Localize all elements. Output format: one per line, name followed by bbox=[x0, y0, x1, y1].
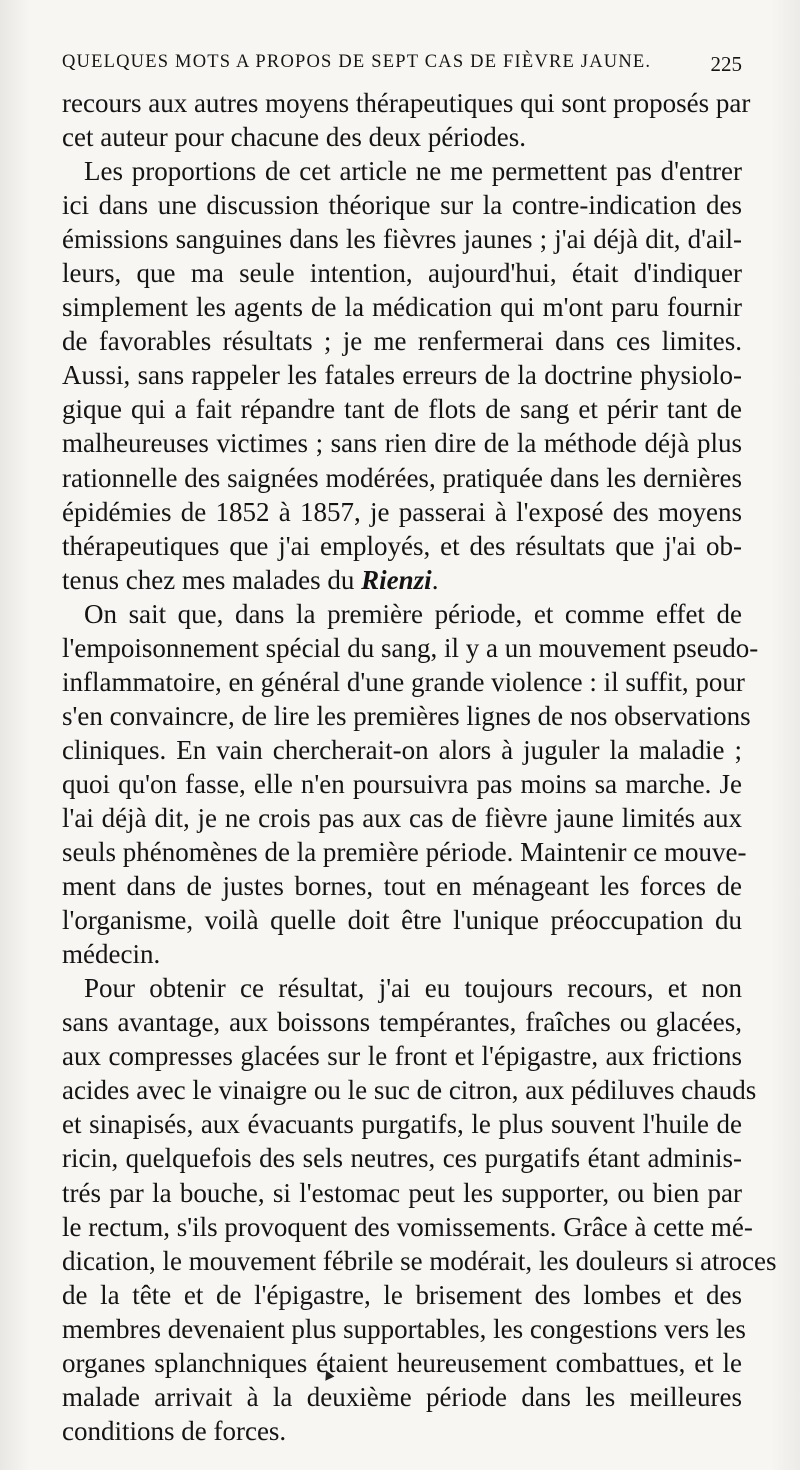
text-line: malade arrivait à la deuxième période dans les meilleures bbox=[62, 1381, 742, 1412]
text-line: On sait que, dans la première période, et comme effet de bbox=[84, 598, 742, 629]
text-line: inflammatoire, en général d'une grande violence : il suffit, pour bbox=[62, 666, 745, 697]
text-line: gique qui a fait répandre tant de flots de sang et périr tant de bbox=[62, 394, 742, 425]
text-line: cliniques. En vain chercherait-on alors à juguler la maladie ; bbox=[62, 734, 742, 765]
text-line: ici dans une discussion théorique sur la contre-indication des bbox=[62, 190, 742, 221]
text-line: rationnelle des saignées modérées, pratiquée dans les dernières bbox=[62, 462, 742, 493]
text-line: et sinapisés, aux évacuants purgatifs, le plus souvent l'huile de bbox=[62, 1109, 742, 1140]
text-line: s'en convaincre, de lire les premières lignes de nos observations bbox=[62, 700, 751, 731]
paragraph bbox=[62, 597, 759, 972]
text-line: le rectum, s'ils provoquent des vomissements. Grâce à cette mé- bbox=[62, 1211, 753, 1242]
paragraph bbox=[62, 86, 751, 154]
text-line: dication, le mouvement fébrile se modérait, les douleurs si atroces bbox=[62, 1245, 777, 1276]
text-line: recours aux autres moyens thérapeutiques qui sont proposés par bbox=[62, 88, 751, 118]
text-line: ricin, quelquefois des sels neutres, ces purgatifs étant adminis- bbox=[62, 1143, 742, 1174]
text-line: seuls phénomènes de la première période. Maintenir ce mouve- bbox=[62, 837, 747, 868]
text-line: sans avantage, aux boissons tempérantes, fraîches ou glacées, bbox=[62, 1007, 742, 1038]
paragraph bbox=[62, 154, 742, 597]
text-line: membres devenaient plus supportables, les congestions vers les bbox=[62, 1313, 746, 1344]
text-line: Pour obtenir ce résultat, j'ai eu toujours recours, et non bbox=[84, 973, 742, 1004]
text-line: ment dans de justes bornes, tout en ménageant les forces de bbox=[62, 871, 742, 902]
ship-name: Rienzi bbox=[361, 564, 432, 595]
text-line: acides avec le vinaigre ou le suc de citron, aux pédiluves chauds bbox=[62, 1075, 757, 1106]
text-line: thérapeutiques que j'ai employés, et des résultats que j'ai ob- bbox=[62, 530, 742, 561]
text-line: l'organisme, voilà quelle doit être l'unique préoccupation du bbox=[62, 905, 742, 936]
text-line: malheureuses victimes ; sans rien dire de la méthode déjà plus bbox=[62, 428, 742, 459]
text-line: l'empoisonnement spécial du sang, il y a un mouvement pseudo- bbox=[62, 632, 759, 663]
text-line: cet auteur pour chacune des deux périodes. bbox=[62, 122, 527, 153]
body-text bbox=[62, 86, 777, 1448]
text-line: conditions de forces. bbox=[62, 1415, 287, 1446]
text-line: tenus chez mes malades du Rienzi. bbox=[62, 564, 439, 595]
punctuation: . bbox=[431, 564, 439, 595]
text-line: l'ai déjà dit, je ne crois pas aux cas de fièvre jaune limités aux bbox=[62, 802, 742, 833]
text-line: organes splanchniques étaient heureusement combattues, et le bbox=[62, 1347, 742, 1378]
text-line: Aussi, sans rappeler les fatales erreurs de la doctrine physiolo- bbox=[62, 360, 742, 391]
text-line: émissions sanguines dans les fièvres jaunes ; j'ai déjà dit, d'ail- bbox=[62, 224, 742, 255]
running-head-title: QUELQUES MOTS A PROPOS DE SEPT CAS DE FIÈVRE JAUNE. bbox=[62, 52, 652, 72]
text-line: trés par la bouche, si l'estomac peut les supporter, ou bien par bbox=[62, 1177, 742, 1208]
text-line: Les proportions de cet article ne me permettent pas d'entrer bbox=[84, 156, 742, 187]
text-line: quoi qu'on fasse, elle n'en poursuivra pas moins sa marche. Je bbox=[62, 768, 742, 799]
text-line: de favorables résultats ; je me renfermerai dans ces limites. bbox=[62, 326, 742, 357]
paragraph bbox=[62, 971, 777, 1448]
text-line: simplement les agents de la médication qui m'ont paru fournir bbox=[62, 292, 742, 323]
text-line: leurs, que ma seule intention, aujourd'hui, était d'indiquer bbox=[62, 258, 742, 289]
running-head bbox=[62, 52, 742, 82]
text-line: médecin. bbox=[62, 939, 161, 970]
text-line: épidémies de 1852 à 1857, je passerai à l'exposé des moyens bbox=[62, 496, 742, 527]
text-line: aux compresses glacées sur le front et l'épigastre, aux frictions bbox=[62, 1041, 742, 1072]
page-number: 225 bbox=[710, 52, 742, 76]
text-line: de la tête et de l'épigastre, le brisement des lombes et des bbox=[62, 1279, 742, 1310]
